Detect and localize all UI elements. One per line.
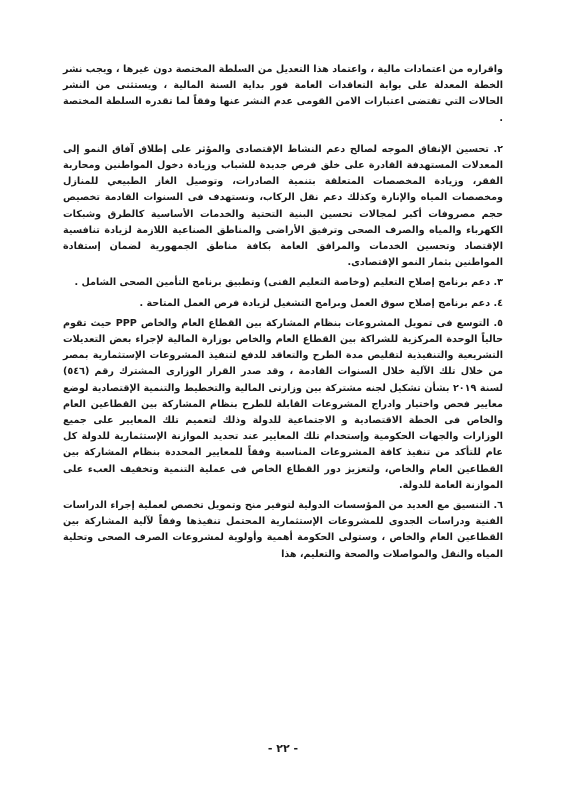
item-number: ٢. — [493, 143, 503, 155]
page-number: - ٢٢ - — [267, 742, 299, 755]
item-number: ٥. — [493, 317, 503, 329]
item-number: ٦. — [493, 500, 503, 512]
item-number: ٤. — [493, 297, 503, 309]
document-body — [63, 62, 503, 563]
item-text: دعم برنامج إصلاح سوق العمل وبرامج التشغيل لزيادة فرص العمل المتاحة . — [139, 297, 491, 309]
item-text: تحسين الإنفاق الموجه لصالح دعم النشاط الإقتصادى والمؤثر على إطلاق آفاق النمو إلى المعدلات المستهدفة القادرة على خلق فرص جديدة للشباب وزيادة دخول المواطنين ومحاربة الفقر، وزيادة المخصصات المتعلقة بتنمية الصادرات، وتوصيل الغاز الطبيعي للمنازل ومخصصات المياه والإنارة وكذلك دعم نقل الركاب، ونستهدف فى السنوات القادمة تخصيص حجم مصروفات أكبر لمجالات تحسين البنية التحتية والخدمات الأساسية كالطرق وشبكات الكهرباء والمياه والصرف الصحى وترفيق الأراضى والمناطق الصناعية اللازمة لزيادة تنافسية الإقتصاد وتحسين الخدمات والمرافق العامة بكافة مناطق الجمهورية لضمان إستفادة المواطنين بثمار النمو الإقتصادى. — [63, 143, 503, 269]
item-number: ٣. — [493, 277, 503, 289]
list-item-6 — [63, 498, 503, 563]
item-text: التوسع فى تمويل المشروعات بنظام المشاركة بين القطاع العام والخاص PPP حيث تقوم حالياً الوحدة المركزية للشراكة بين القطاع العام والخاص بوزارة المالية لإجراء بعض التعديلات التشريعية والتنفيذية لتقليص مدة الطرح والتعاقد للدفع لتنفيذ المشروعات الإستثمارية بمصر من خلال تلك الآلية خلال السنوات القادمة ، وقد صدر القرار الوزارى المشترك رقم (٥٤٦) لسنة ٢٠١٩ بشأن تشكيل لجنه مشتركة بين وزارتى المالية والتخطيط والتنمية الإقتصادية لوضع معايير فحص واختيار وادراج المشروعات القابلة للطرح بنظام المشاركة بين القطاعين العام والخاص فى الخطة الاقتصادية و الاجتماعية للدولة وذلك لتعميم تلك المعايير على جميع الوزارات والجهات الحكومية وإستخدام تلك المعايير عند تحديد الموازنة الإستثمارية للدولة كل عام للتأكد من تنفيذ كافة المشروعات المناسبة وفقاً للمعايير المحددة بنظام المشاركة بين القطاعين العام والخاص، ولتعزيز دور القطاع الخاص فى عملية التنمية وتخفيف العبء على الموازنة العامة للدولة. — [63, 317, 503, 491]
intro-paragraph: واقراره من اعتمادات مالية ، واعتماد هذا التعديل من السلطة المختصة دون غيرها ، ويجب نشر الخطة المعدلة على بوابة التعاقدات العامة فور بداية السنة المالية ، ويستثنى من النشر الحالات التي تقتضى اعتبارات الامن القومى عدم النشر عنها وفقاً لما تقدره السلطة المختصة . — [63, 64, 503, 124]
item-text: التنسيق مع العديد من المؤسسات الدولية لتوفير منح وتمويل تخصص لعملية إجراء الدراسات الفنية ودراسات الجدوى للمشروعات الإستثمارية المحتمل تنفيذها وفقاً لآلية المشاركة بين القطاعين العام والخاص ، وستولى الحكومة أهمية وأولوية لمشروعات الصرف الصحى وتحلية المياه والنقل والمواصلات والصحة والتعليم، هذا — [63, 500, 503, 560]
list-item-5 — [63, 316, 503, 494]
list-item-4 — [63, 296, 503, 312]
list-item-3 — [63, 275, 503, 291]
item-text: دعم برنامج إصلاح التعليم (وخاصة التعليم الفنى) وتطبيق برنامج التأمين الصحى الشامل . — [74, 277, 491, 289]
list-item-2 — [63, 142, 503, 272]
